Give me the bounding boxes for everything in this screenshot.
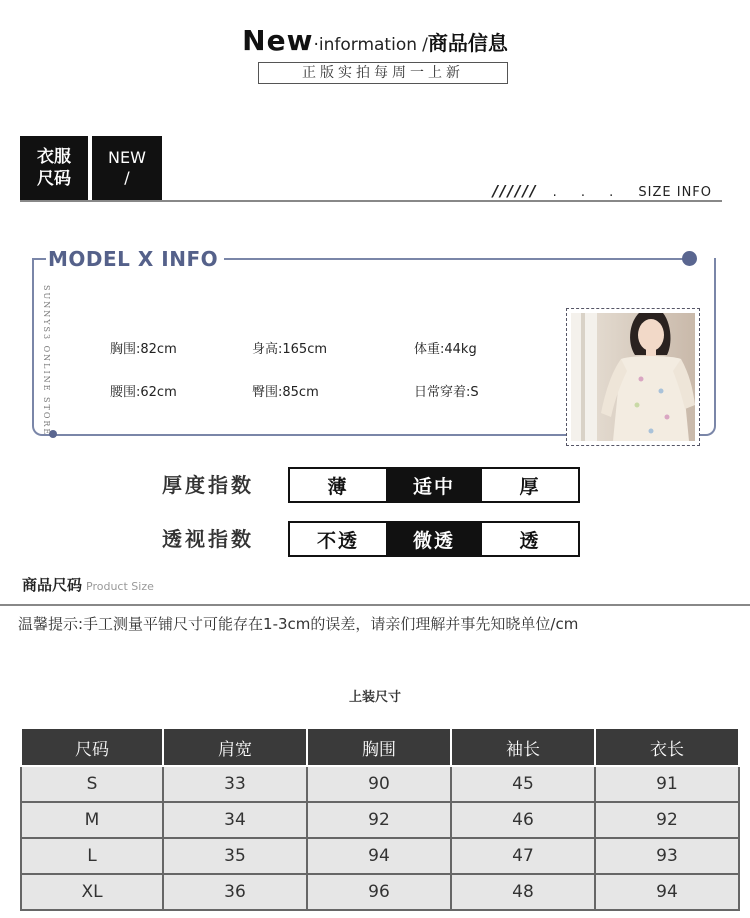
thickness-option-thin: 薄 [327, 475, 349, 498]
size-table-header-row [21, 728, 739, 766]
cell-length: 91 [595, 766, 739, 802]
cell-shoulder: 36 [163, 874, 307, 910]
header-new: New [242, 24, 314, 57]
header-shoulder: 肩宽 [163, 728, 307, 766]
cell-size: M [21, 802, 163, 838]
model-waist: 腰围:62cm [110, 385, 177, 400]
size-tab-label [20, 136, 88, 200]
header-sleeve: 袖长 [451, 728, 595, 766]
model-info-dot-icon [682, 251, 697, 266]
thickness-option-thick: 厚 [519, 475, 541, 498]
model-daily-size: 日常穿着:S [414, 385, 479, 400]
header-length: 衣长 [595, 728, 739, 766]
model-photo-frame [566, 308, 700, 446]
size-tab-divider [20, 200, 722, 202]
cell-size: S [21, 766, 163, 802]
model-info-title: MODEL X INFO [46, 247, 224, 271]
header-dot: · [313, 35, 319, 55]
cell-size: XL [21, 874, 163, 910]
transparency-option-sheer: 透 [519, 529, 541, 552]
transparency-index-label: 透视指数 [162, 527, 254, 551]
cell-bust: 90 [307, 766, 451, 802]
size-tab-line2: 尺码 [37, 169, 71, 189]
size-tab-new-label: NEW [108, 148, 146, 167]
size-table [20, 727, 740, 911]
header-bust: 胸围 [307, 728, 451, 766]
cell-shoulder: 34 [163, 802, 307, 838]
cell-bust: 96 [307, 874, 451, 910]
header-info: information [318, 35, 417, 55]
header-separator: / [422, 35, 428, 55]
model-photo [571, 313, 695, 441]
cell-bust: 92 [307, 802, 451, 838]
cell-shoulder: 33 [163, 766, 307, 802]
model-bust: 胸围:82cm [110, 342, 177, 357]
product-size-title [22, 574, 154, 595]
header-subtitle: 正版实拍每周一上新 [258, 62, 508, 84]
cell-sleeve: 45 [451, 766, 595, 802]
transparency-index-scale [288, 521, 580, 557]
thickness-index-scale [288, 467, 580, 503]
cell-length: 93 [595, 838, 739, 874]
table-row [21, 874, 739, 910]
deco-dots: . . . [552, 185, 624, 200]
cell-length: 92 [595, 802, 739, 838]
table-row [21, 838, 739, 874]
cell-length: 94 [595, 874, 739, 910]
model-weight: 体重:44kg [414, 342, 477, 357]
cell-size: L [21, 838, 163, 874]
measurement-tip: 温馨提示:手工测量平铺尺寸可能存在1-3cm的误差，请亲们理解并事先知晓单位/cm [18, 615, 579, 633]
thickness-option-medium: 适中 [386, 469, 482, 501]
product-size-divider [0, 604, 750, 606]
model-store-vertical-text: SUNNYS3 ONLINE STORE [42, 285, 51, 437]
transparency-option-slight: 微透 [386, 523, 482, 555]
cell-bust: 94 [307, 838, 451, 874]
size-tab-new-slash: / [124, 168, 130, 187]
product-size-title-en: Product Size [86, 580, 154, 593]
table-row [21, 802, 739, 838]
size-info-text: SIZE INFO [638, 185, 712, 200]
cell-sleeve: 48 [451, 874, 595, 910]
deco-slashes: ////// [492, 182, 538, 200]
table-row [21, 766, 739, 802]
size-table-caption: 上装尺寸 [348, 690, 401, 705]
size-tab-line1: 衣服 [37, 147, 71, 167]
product-size-title-cn: 商品尺码 [22, 576, 83, 594]
cell-sleeve: 46 [451, 802, 595, 838]
cell-shoulder: 35 [163, 838, 307, 874]
cell-sleeve: 47 [451, 838, 595, 874]
thickness-index-label: 厚度指数 [162, 473, 254, 497]
transparency-option-opaque: 不透 [316, 529, 359, 552]
size-info-label [493, 182, 712, 200]
model-height: 身高:165cm [252, 342, 328, 357]
model-hip: 臀围:85cm [252, 385, 319, 400]
page-header [0, 24, 750, 57]
size-tab-new [92, 136, 162, 200]
header-size: 尺码 [21, 728, 163, 766]
header-cn-title: 商品信息 [427, 31, 508, 55]
